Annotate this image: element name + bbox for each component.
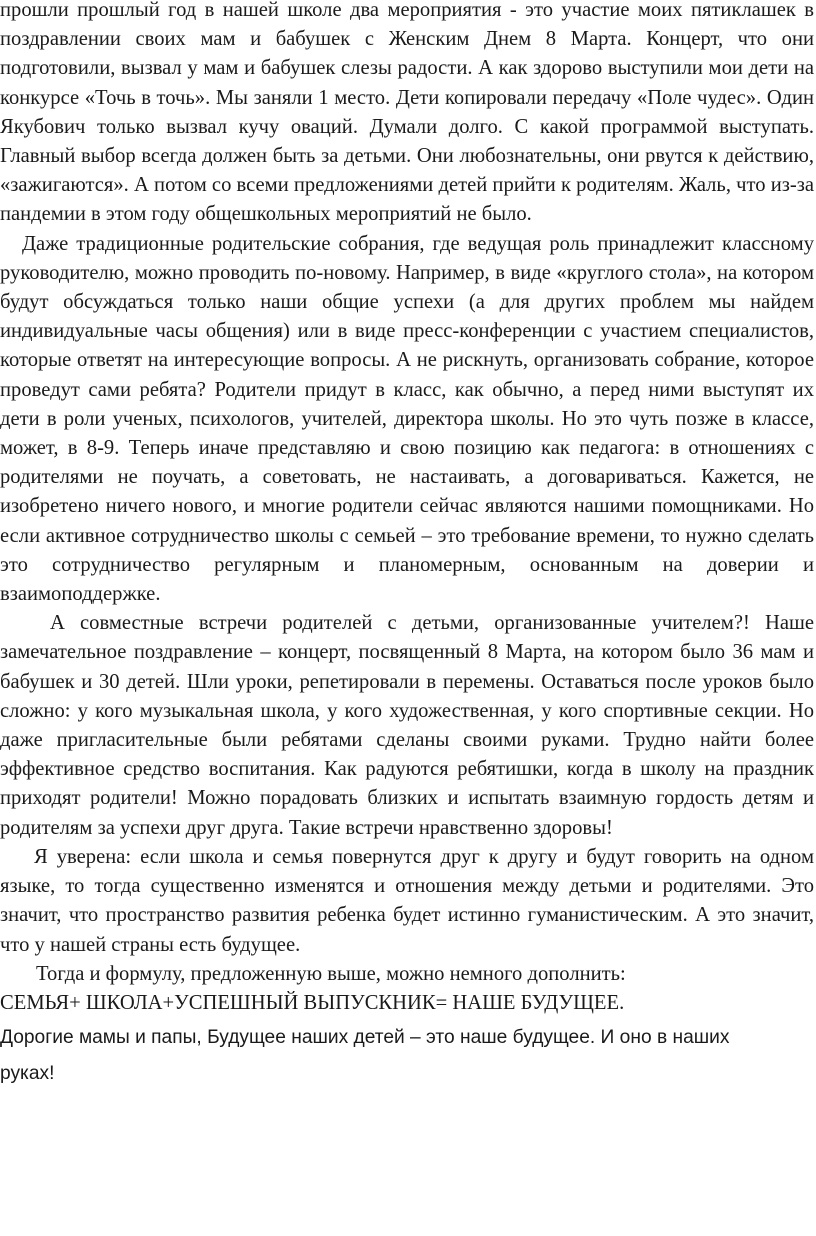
formula-line: СЕМЬЯ+ ШКОЛА+УСПЕШНЫЙ ВЫПУСКНИК= НАШЕ БУДУЩЕЕ. <box>0 991 625 1014</box>
paragraph-school-events: прошли прошлый год в нашей школе два мероприятия - это участие моих пятиклашек в поздравлении своих мам и бабушек с Женским Днем 8 Марта. Концерт, что они подготовили, вызвал у мам и бабушек слезы радости. А как здорово выступили мои дети на конкурсе «Точь в точь». Мы заняли 1 место. Дети копировали передачу «Поле чудес». Один Якубович только вызвал кучу оваций. Думали долго. С какой программой выступать. Главный выбор всегда должен быть за детьми. Они любознательны, они рвутся к действию, «зажигаются». А потом со всеми предложениями детей прийти к родителям. Жаль, что из-за пандемии в этом году общешкольных мероприятий не было. <box>0 0 814 226</box>
closing-statement: Дорогие мамы и папы, Будущее наших детей – это наше будущее. И оно в наших руках! <box>0 1026 730 1084</box>
paragraph-parent-meetings: Даже традиционные родительские собрания, где ведущая роль принадлежит классному руководителю, можно проводить по-новому. Например, в виде «круглого стола», на котором будут обсуждаться только наши общие успехи (а для других проблем мы найдем индивидуальные часы общения) или в виде пресс-конференции с участием специалистов, которые ответят на интересующие вопросы. А не рискнуть, организовать собрание, которое проведут сами ребята? Родители придут в класс, как обычно, а перед ними выступят их дети в роли ученых, психологов, учителей, директора школы. Но это чуть позже в классе, может, в 8-9. Теперь иначе представляю и свою позицию как педагога: в отношениях с родителями не поучать, а советовать, не настаивать, а договариваться. Кажется, не изобретено ничего нового, и многие родители сейчас являются нашими помощниками. Но если активное сотрудничество школы с семьей – это требование времени, то нужно сделать это сотрудничество регулярным и планомерным, основанным на доверии и взаимоподдержке. <box>0 232 814 606</box>
paragraph-conclusion: Я уверена: если школа и семья повернутся друг к другу и будут говорить на одном языке, то тогда существенно изменятся и отношения между детьми и родителями. Это значит, что пространство развития ребенка будет истинно гуманистическим. А это значит, что у нашей страны есть будущее. <box>0 845 814 956</box>
paragraph-joint-meetings: А совместные встречи родителей с детьми, организованные учителем?! Наше замечательное поздравление – концерт, посвященный 8 Марта, на котором было 36 мам и бабушек и 30 детей. Шли уроки, репетировали в перемены. Оставаться после уроков было сложно: у кого музыкальная школа, у кого художественная, у кого спортивные секции. Но даже пригласительные были ребятами сделаны своими руками. Трудно найти более эффективное средство воспитания. Как радуются ребятишки, когда в школу на праздник приходят родители! Можно порадовать близких и испытать взаимную гордость детям и родителям за успехи друг друга. Такие встречи нравственно здоровы! <box>0 612 814 839</box>
paragraph-formula-intro: Тогда и формулу, предложенную выше, можно немного дополнить: <box>36 962 626 985</box>
